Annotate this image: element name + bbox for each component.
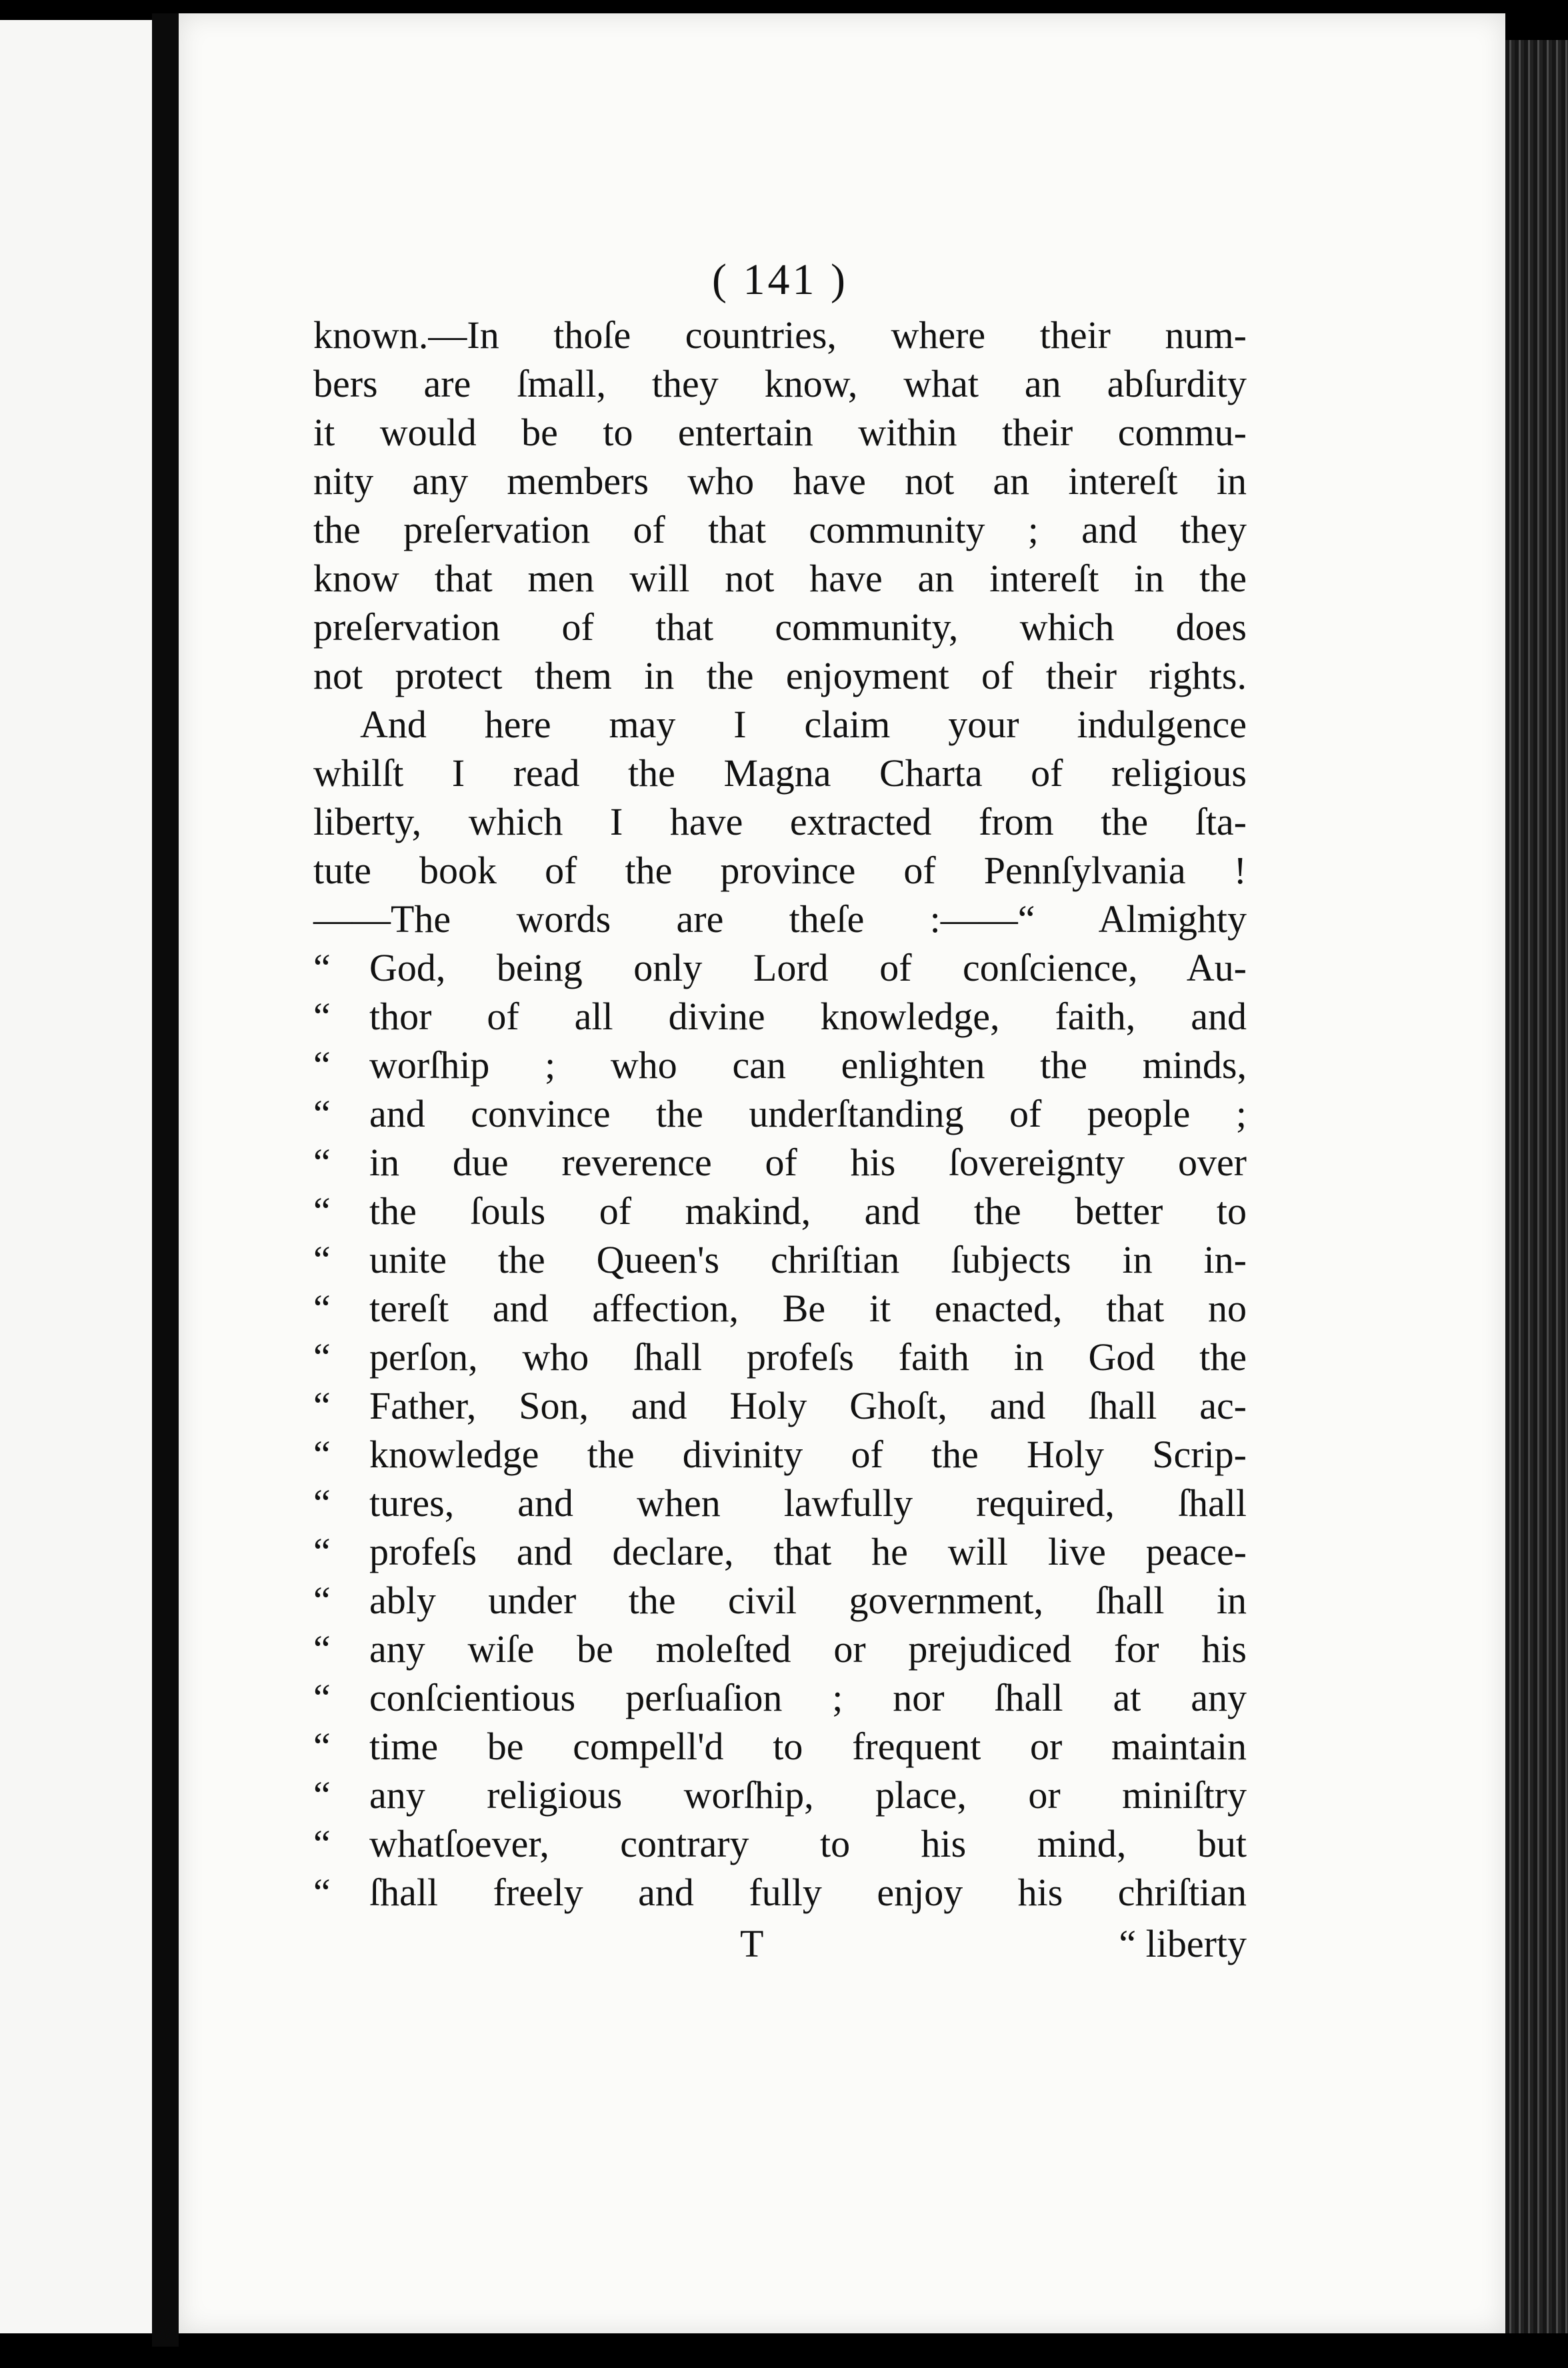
text-line: tute book of the province of Pennſylvania ! bbox=[313, 849, 1247, 892]
text-line: ——The words are theſe :——“ Almighty bbox=[313, 897, 1247, 941]
quoted-line: “ tures, and when lawfully required, ſhall bbox=[313, 1479, 1247, 1527]
text-line: liberty, which I have extracted from the ſta- bbox=[313, 800, 1247, 843]
quoted-line: “ any wiſe be moleſted or prejudiced for his bbox=[313, 1625, 1247, 1673]
quoted-line: “ in due reverence of his ſovereignty over bbox=[313, 1138, 1247, 1187]
quoted-line: “ perſon, who ſhall profeſs faith in God the bbox=[313, 1333, 1247, 1381]
quoted-line: “ unite the Queen's chriſtian ſubjects in in- bbox=[313, 1235, 1247, 1284]
page-number: ( 141 ) bbox=[712, 255, 848, 304]
quoted-line: “ ſhall freely and fully enjoy his chriſtian bbox=[313, 1868, 1247, 1917]
catchword: “ liberty bbox=[1119, 1919, 1247, 1968]
quoted-line: “ God, being only Lord of conſcience, Au- bbox=[313, 943, 1247, 992]
text-line: known.—In thoſe countries, where their num- bbox=[313, 313, 1247, 357]
text-line: nity any members who have not an intereſt in bbox=[313, 459, 1247, 503]
text-line: bers are ſmall, they know, what an abſurdity bbox=[313, 362, 1247, 405]
quoted-line: “ tereſt and affection, Be it enacted, that no bbox=[313, 1284, 1247, 1333]
quoted-line: “ the ſouls of makind, and the better to bbox=[313, 1187, 1247, 1235]
text-line: it would be to entertain within their commu- bbox=[313, 411, 1247, 454]
paragraph-2 bbox=[313, 700, 1247, 943]
page-text bbox=[313, 253, 1247, 1968]
quoted-line: “ conſcientious perſuaſion ; nor ſhall at any bbox=[313, 1673, 1247, 1722]
quoted-line: “ profeſs and declare, that he will live peace- bbox=[313, 1527, 1247, 1576]
quoted-line: “ knowledge the divinity of the Holy Scrip- bbox=[313, 1430, 1247, 1479]
quoted-line: “ time be compell'd to frequent or maintain bbox=[313, 1722, 1247, 1771]
text-line: preſervation of that community, which does bbox=[313, 605, 1247, 649]
quoted-line: “ Father, Son, and Holy Ghoſt, and ſhall ac- bbox=[313, 1381, 1247, 1430]
gutter-shadow bbox=[152, 13, 179, 2347]
statute-quotation bbox=[313, 943, 1247, 1917]
text-line: know that men will not have an intereſt in the bbox=[313, 557, 1247, 600]
facing-page-edge bbox=[0, 20, 152, 2333]
text-line: whilſt I read the Magna Charta of religious bbox=[313, 751, 1247, 795]
quoted-line: “ whatſoever, contrary to his mind, but bbox=[313, 1819, 1247, 1868]
text-line: the preſervation of that community ; and they bbox=[313, 508, 1247, 551]
quoted-line: “ any religious worſhip, place, or miniſtry bbox=[313, 1771, 1247, 1819]
signature-mark: T bbox=[740, 1922, 764, 1965]
quoted-line: “ thor of all divine knowledge, faith, and bbox=[313, 992, 1247, 1041]
paragraph-1 bbox=[313, 311, 1247, 700]
quoted-line: “ ably under the civil government, ſhall in bbox=[313, 1576, 1247, 1625]
text-line: not protect them in the enjoyment of their rights. bbox=[313, 654, 1247, 697]
text-line: And here may I claim your indulgence bbox=[360, 703, 1247, 746]
page-footer bbox=[313, 1919, 1247, 1968]
quoted-line: “ and convince the underſtanding of people ; bbox=[313, 1089, 1247, 1138]
page-stack-edge bbox=[1505, 40, 1568, 2333]
quoted-line: “ worſhip ; who can enlighten the minds, bbox=[313, 1041, 1247, 1089]
